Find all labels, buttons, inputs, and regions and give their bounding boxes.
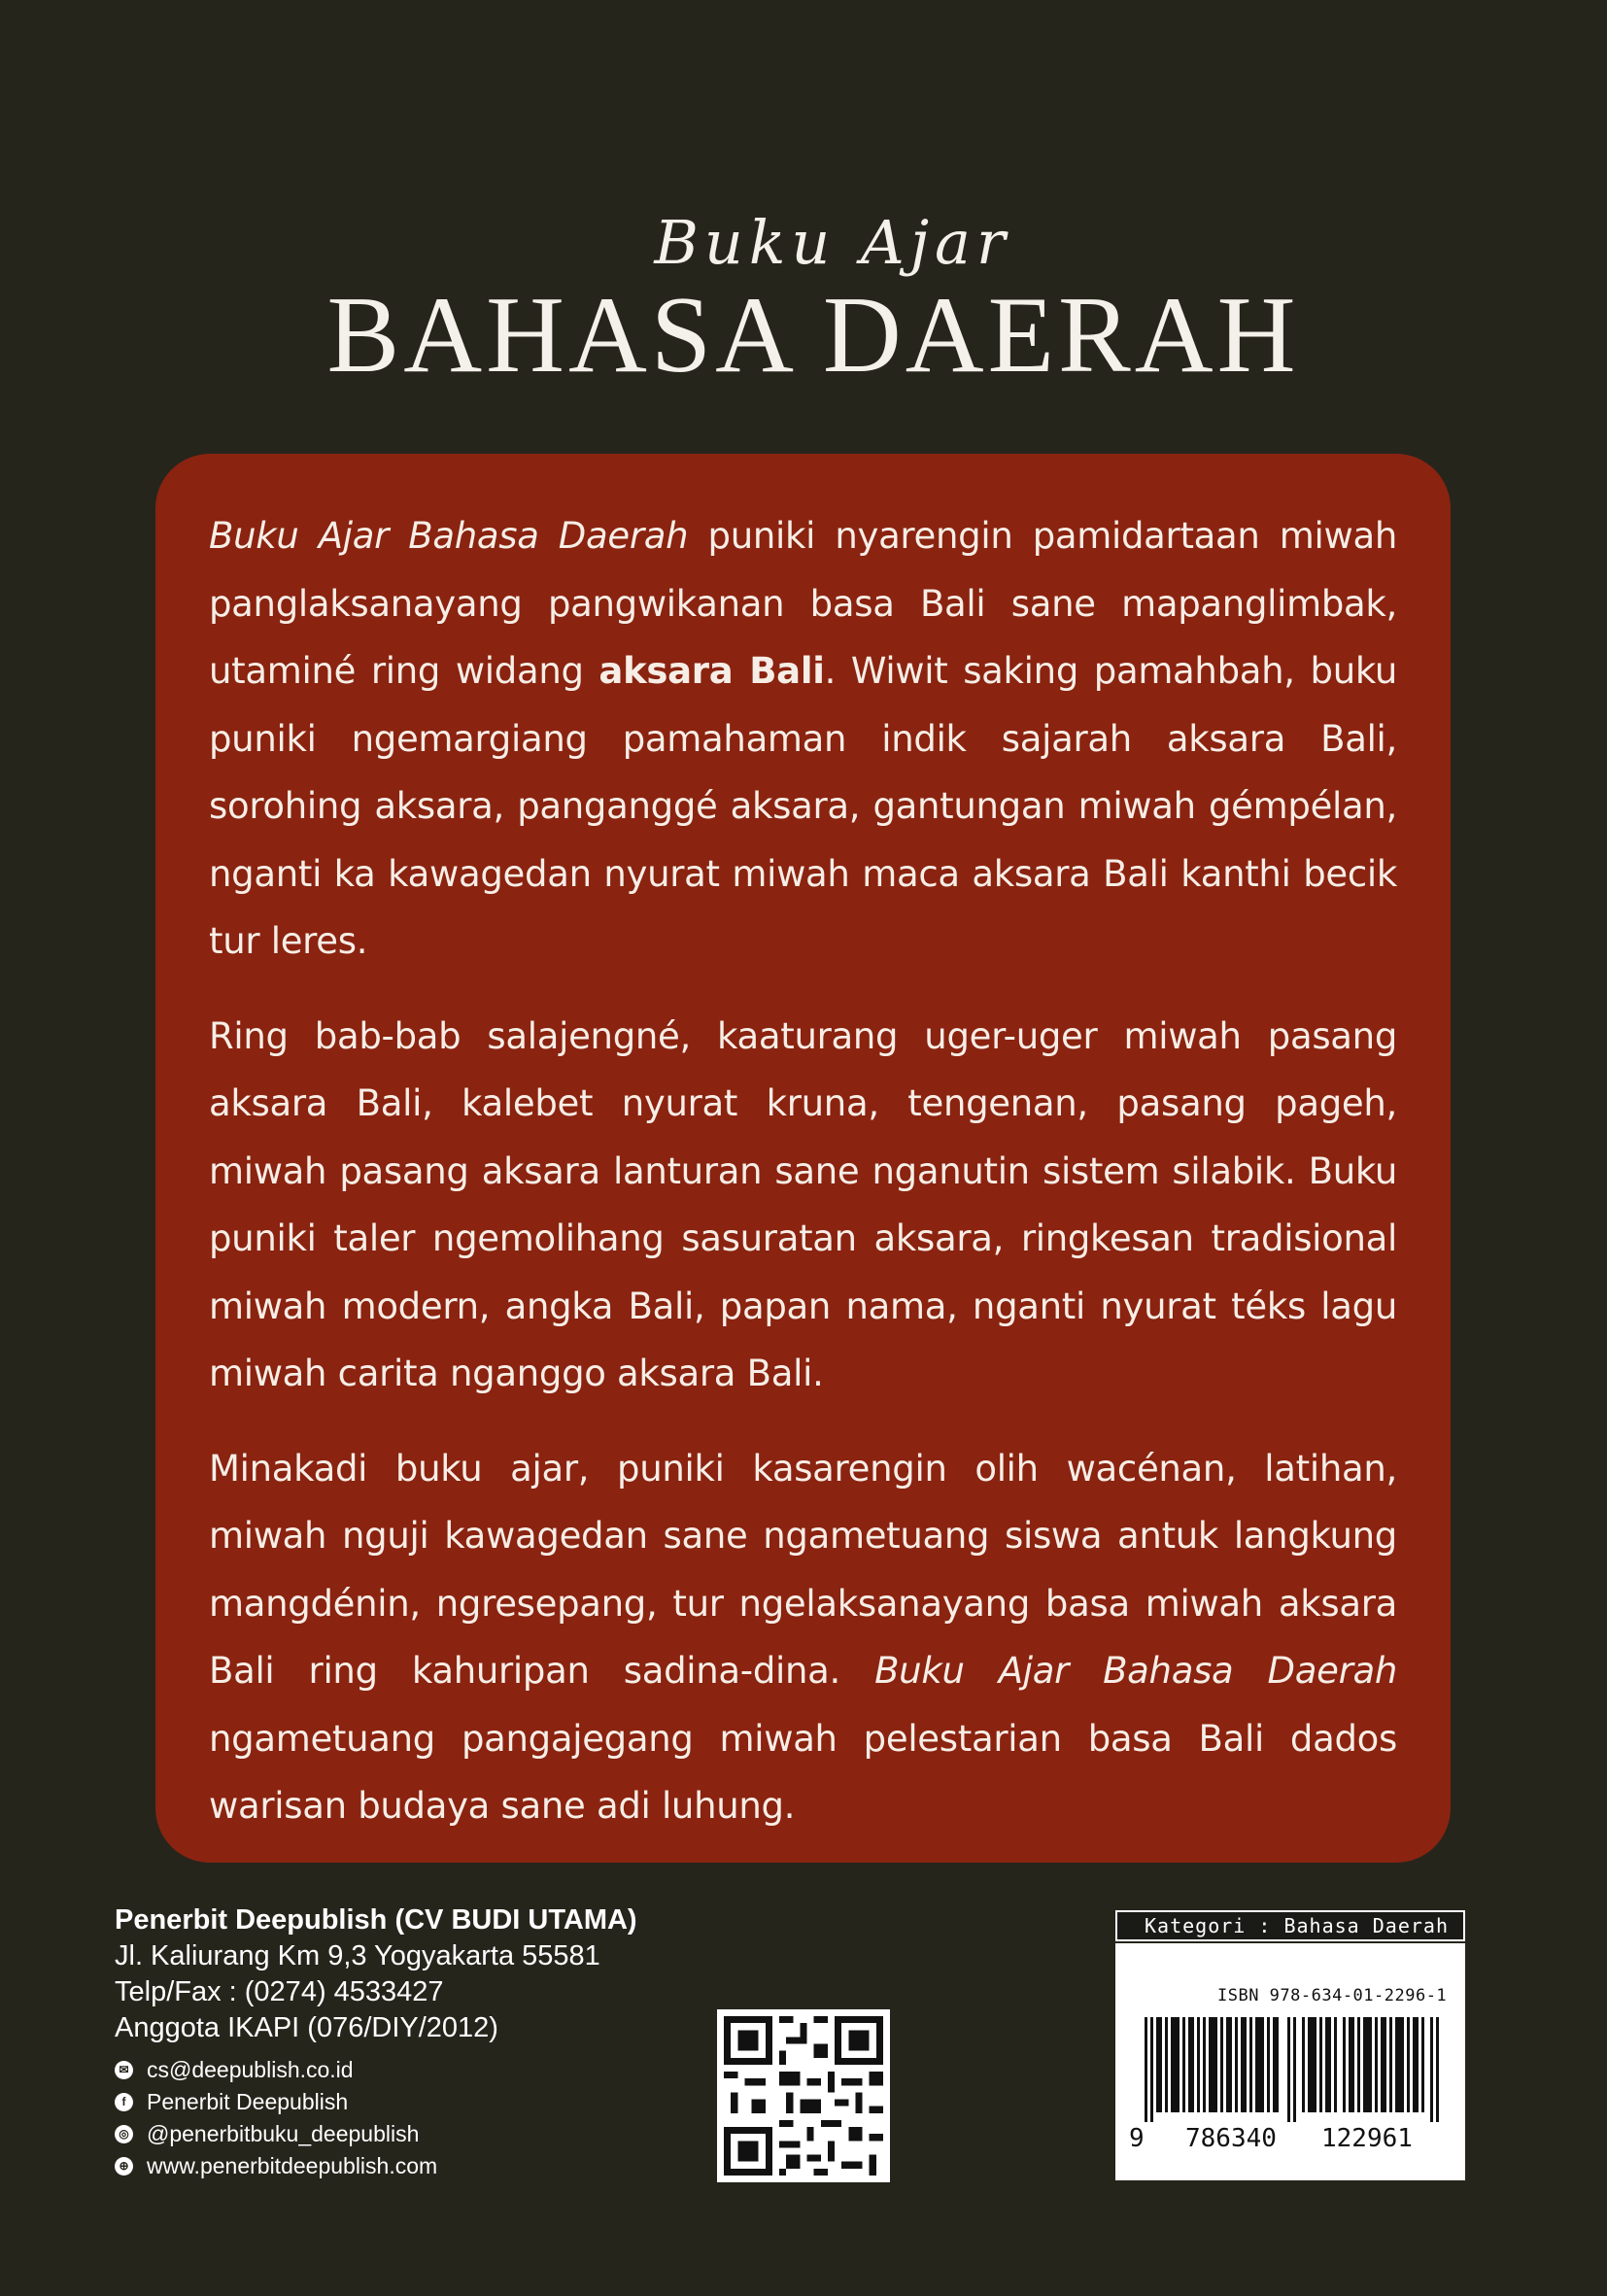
- publisher-address: Jl. Kaliurang Km 9,3 Yogyakarta 55581: [115, 1940, 600, 1971]
- description-panel: [155, 454, 1451, 1863]
- p1-text-b: . Wiwit saking pamahbah, buku puniki ngemargiang pamahaman indik sajarah aksara Bali, sorohing aksara, panganggé aksara, gantungan miwah gémpélan, nganti ka kawagedan nyurat miwah maca aksara Bali kanthi becik tur leres.: [209, 650, 1397, 962]
- description-paragraph-3: [209, 1435, 1397, 1840]
- isbn-number: ISBN 978-634-01-2296-1: [1217, 1986, 1448, 2005]
- barcode-digit-first: 9: [1129, 2124, 1145, 2153]
- contact-website[interactable]: [115, 2150, 637, 2182]
- barcode-bars: [1145, 2017, 1446, 2122]
- barcode-digits-left: 786340: [1185, 2124, 1277, 2153]
- contact-list: [115, 2054, 637, 2182]
- aksara-bali-bold: aksara Bali: [598, 650, 825, 692]
- website-text: www.penerbitdeepublish.com: [147, 2153, 438, 2178]
- instagram-text: @penerbitbuku_deepublish: [147, 2121, 420, 2146]
- publisher-ikapi: Anggota IKAPI (076/DIY/2012): [115, 2012, 498, 2043]
- p3-text-a: Minakadi buku ajar, puniki kasarengin olih wacénan, latihan, miwah nguji kawagedan sane ngametuang siswa antuk langkung mangdénin, ngresepang, tur ngelaksanayang basa miwah aksara Bali ring kahuripan sadina-dina.: [209, 1447, 1397, 1692]
- description-paragraph-2: Ring bab-bab salajengné, kaaturang uger-uger miwah pasang aksara Bali, kalebet nyurat kruna, tengenan, pasang pageh, miwah pasang aksara lanturan sane nganutin sistem silabik. Buku puniki taler ngemolihang sasuratan aksara, ringkesan tradisional miwah modern, angka Bali, papan nama, nganti nyurat téks lagu miwah carita nganggo aksara Bali.: [209, 1014, 1397, 1394]
- publisher-name: Penerbit Deepublish (CV BUDI UTAMA): [115, 1904, 637, 1936]
- qr-code-graphic: [717, 2009, 890, 2182]
- contact-facebook[interactable]: [115, 2086, 637, 2118]
- description-paragraph-1: [209, 502, 1397, 976]
- book-title-italic: Buku Ajar Bahasa Daerah: [209, 515, 689, 557]
- instagram-icon: ◎: [115, 2125, 133, 2143]
- isbn-barcode: [1115, 1943, 1465, 2180]
- facebook-icon: f: [115, 2093, 133, 2111]
- qr-code[interactable]: [717, 2009, 890, 2182]
- p1-text-a: puniki nyarengin pamidartaan miwah panglaksanayang pangwikanan basa Bali sane mapanglimbak, utaminé ring widang: [209, 515, 1397, 692]
- mail-icon: ✉: [115, 2061, 133, 2079]
- contact-email[interactable]: [115, 2054, 637, 2086]
- publisher-phone: Telp/Fax : (0274) 4533427: [115, 1976, 444, 2007]
- category-label: Kategori : Bahasa Daerah: [1115, 1910, 1465, 1941]
- contact-instagram[interactable]: [115, 2118, 637, 2150]
- p3-text-b: ngametuang pangajegang miwah pelestarian basa Bali dados warisan budaya sane adi luhung.: [209, 1717, 1397, 1827]
- facebook-text: Penerbit Deepublish: [147, 2089, 349, 2114]
- book-title: BAHASA DAERAH: [326, 275, 1300, 395]
- cover-title-block: [0, 209, 1607, 394]
- globe-icon: ⊕: [115, 2157, 133, 2176]
- book-title-italic-2: Buku Ajar Bahasa Daerah: [874, 1650, 1398, 1692]
- email-text: cs@deepublish.co.id: [147, 2057, 354, 2082]
- publisher-info: [115, 1902, 637, 2182]
- book-subtitle: Buku Ajar: [654, 207, 1011, 278]
- barcode-digits-right: 122961: [1321, 2124, 1413, 2153]
